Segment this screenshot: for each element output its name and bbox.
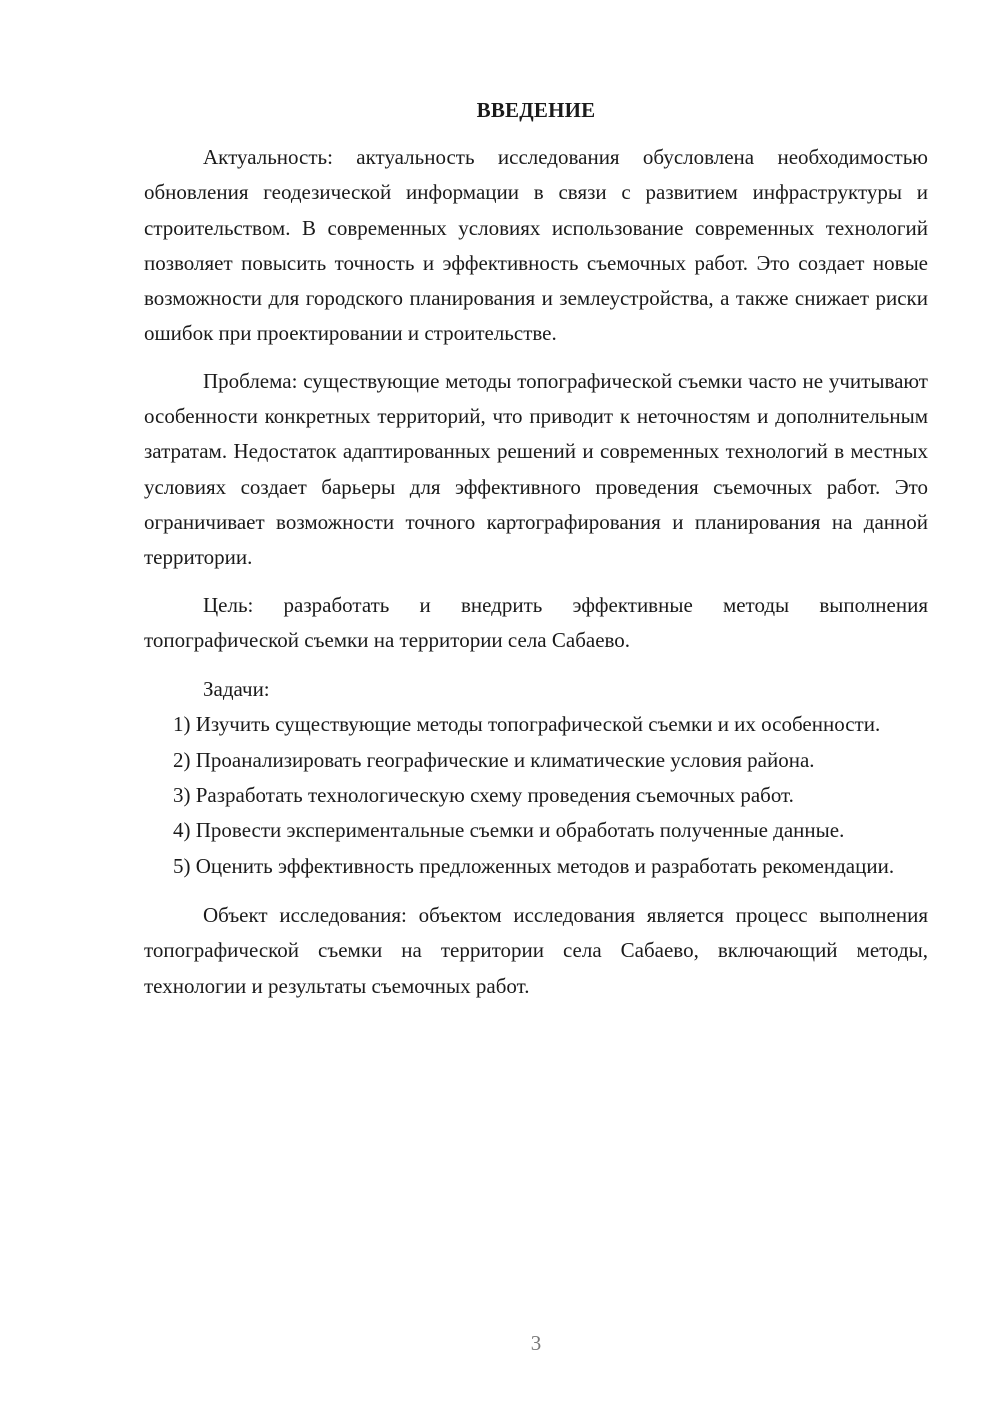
- goal-paragraph: Цель: разработать и внедрить эффективные методы выполнения топографической съемки на территории села Сабаево.: [144, 592, 928, 652]
- task-item-1: 1) Изучить существующие методы топографической съемки и их особенности.: [173, 712, 881, 737]
- object-paragraph: Объект исследования: объектом исследования является процесс выполнения топографической съемки на территории села Сабаево, включающий методы, технологии и результаты съемочных работ.: [144, 902, 928, 998]
- task-item-2: 2) Проанализировать географические и климатические условия района.: [173, 747, 815, 772]
- page-content: [144, 92, 928, 1004]
- task-item-4: 4) Провести экспериментальные съемки и обработать полученные данные.: [173, 818, 845, 843]
- tasks-heading: Задачи:: [203, 677, 270, 702]
- page-number: 3: [530, 1331, 542, 1355]
- task-item-5: 5) Оценить эффективность предложенных методов и разработать рекомендации.: [173, 853, 895, 878]
- problem-paragraph: Проблема: существующие методы топографической съемки часто не учитывают особенности конкретных территорий, что приводит к неточностям и дополнительным затратам. Недостаток адаптированных решений и современных технологий в местных условиях создает барьеры для эффективного проведения съемочных работ. Это ограничивает возможности точного картографирования и планирования на данной территории.: [144, 368, 928, 570]
- task-item-3: 3) Разработать технологическую схему проведения съемочных работ.: [173, 783, 794, 808]
- relevance-paragraph: Актуальность: актуальность исследования обусловлена необходимостью обновления геодезической информации в связи с развитием инфраструктуры и строительством. В современных условиях использование современных технологий позволяет повысить точность и эффективность съемочных работ. Это создает новые возможности для городского планирования и землеустройства, а также снижает риски ошибок при проектировании и строительстве.: [144, 145, 928, 346]
- page-title: ВВЕДЕНИЕ: [476, 98, 596, 122]
